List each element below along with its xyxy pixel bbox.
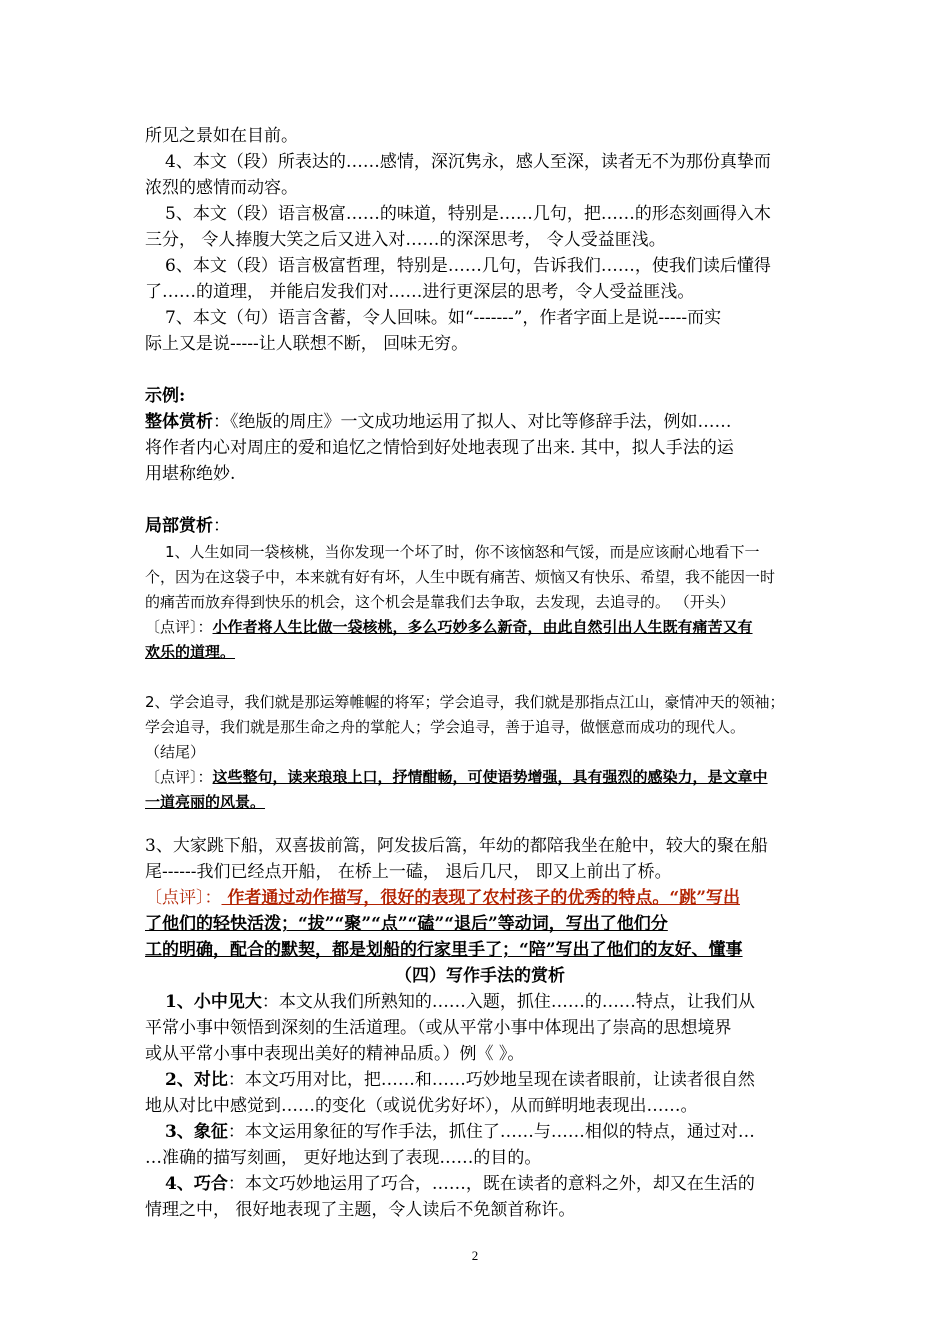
text-line: 4、本文（段）所表达的……感情，深沉隽永，感人至深，读者无不为那份真挚而 [165, 152, 771, 172]
text-line: 学会追寻，我们就是那生命之舟的掌舵人；学会追寻，善于追寻，做惬意而成功的现代人。 [145, 718, 746, 736]
text-line: 浓烈的感情而动容。 [145, 178, 298, 198]
text-line: …准确的描写刻画， 更好地达到了表现……的目的。 [145, 1148, 542, 1168]
text-line: 际上又是说-----让人联想不断， 回味无穷。 [145, 334, 469, 354]
text-line: 2、学会追寻，我们就是那运筹帷幄的将军；学会追寻，我们就是那指点江山，豪情冲天的领袖； [145, 693, 785, 711]
comment-line: 〔点评〕：这些整句，读来琅琅上口，抒情酣畅，可使语势增强，具有强烈的感染力，是文章中 [145, 768, 768, 786]
text-line: 3、象征：本文运用象征的写作手法，抓住了……与……相似的特点，通过对… [165, 1122, 755, 1142]
text-line: 1、小中见大：本文从我们所熟知的……入题，抓住……的……特点，让我们从 [165, 992, 755, 1012]
text-line: 三分， 令人捧腹大笑之后又进入对……的深深思考， 令人受益匪浅。 [145, 230, 666, 250]
comment-line: 一道亮丽的风景。 [145, 793, 266, 811]
text-line: 情理之中， 很好地表现了主题，令人读后不免颔首称许。 [145, 1200, 576, 1220]
page-number: 2 [471, 1248, 479, 1263]
text-line: 3、大家跳下船，双喜拔前篙，阿发拔后篙，年幼的都陪我坐在舱中，较大的聚在船 [145, 836, 768, 856]
text-line: 局部赏析： [145, 516, 230, 536]
text-line: 1、人生如同一袋核桃，当你发现一个坏了时，你不该恼怒和气馁，而是应该耐心地看下一 [165, 543, 760, 561]
text-line: （结尾） [145, 743, 206, 761]
comment-line: 〔点评〕： 作者通过动作描写，很好的表现了农村孩子的优秀的特点。“跳”写出 [145, 888, 740, 908]
text-line: 尾------我们已经点开船， 在桥上一磕， 退后几尺， 即又上前出了桥。 [145, 862, 672, 882]
text-line: 或从平常小事中表现出美好的精神品质。）例《 》。 [145, 1044, 525, 1064]
overall-analysis-label: 整体赏析 [145, 412, 213, 432]
text-line: 将作者内心对周庄的爱和追忆之情恰到好处地表现了出来. 其中，拟人手法的运 [145, 438, 734, 458]
comment-line: 〔点评〕：小作者将人生比做一袋核桃，多么巧妙多么新奇，由此自然引出人生既有痛苦又有 [145, 618, 753, 636]
text-line: 2、对比：本文巧用对比，把……和……巧妙地呈现在读者眼前，让读者很自然 [165, 1070, 755, 1090]
text-line: 个，因为在这袋子中，本来就有好有坏，人生中既有痛苦、烦恼又有快乐、希望，我不能因一时 [145, 568, 776, 586]
comment-line: 工的明确，配合的默契，都是划船的行家里手了；“陪”写出了他们的友好、懂事 [145, 940, 743, 960]
text-line: 用堪称绝妙. [145, 464, 236, 484]
text-line: 地从对比中感觉到……的变化（或说优劣好坏），从而鲜明地表现出……。 [145, 1096, 698, 1116]
text-line: 了……的道理， 并能启发我们对……进行更深层的思考，令人受益匪浅。 [145, 282, 695, 302]
text-line: 平常小事中领悟到深刻的生活道理。（或从平常小事中体现出了崇高的思想境界 [145, 1018, 732, 1038]
text-line: 的痛苦而放弃得到快乐的机会，这个机会是靠我们去争取，去发现，去追寻的。 （开头） [145, 593, 735, 611]
text-line: 所见之景如在目前。 [145, 126, 298, 146]
text-line: 整体赏析：《绝版的周庄》一文成功地运用了拟人、对比等修辞手法，例如…… [145, 412, 732, 432]
example-label: 示例: [145, 386, 186, 406]
comment-line: 欢乐的道理。 [145, 643, 236, 661]
text-line: 7、本文（句）语言含蓄，令人回味。如“-------”，作者字面上是说-----而实 [165, 308, 722, 328]
comment-line: 了他们的轻快活泼；“拔”“聚”“点”“磕”“退后”等动词，写出了他们分 [145, 914, 668, 934]
partial-analysis-label: 局部赏析 [145, 516, 213, 536]
text-line: 6、本文（段）语言极富哲理，特别是……几句，告诉我们……，使我们读后懂得 [165, 256, 771, 276]
text-line: 5、本文（段）语言极富……的味道，特别是……几句，把……的形态刻画得入木 [165, 204, 771, 224]
section-heading: （四）写作手法的赏析 [395, 966, 565, 986]
text-line: 4、巧合：本文巧妙地运用了巧合，……，既在读者的意料之外，却又在生活的 [165, 1174, 755, 1194]
